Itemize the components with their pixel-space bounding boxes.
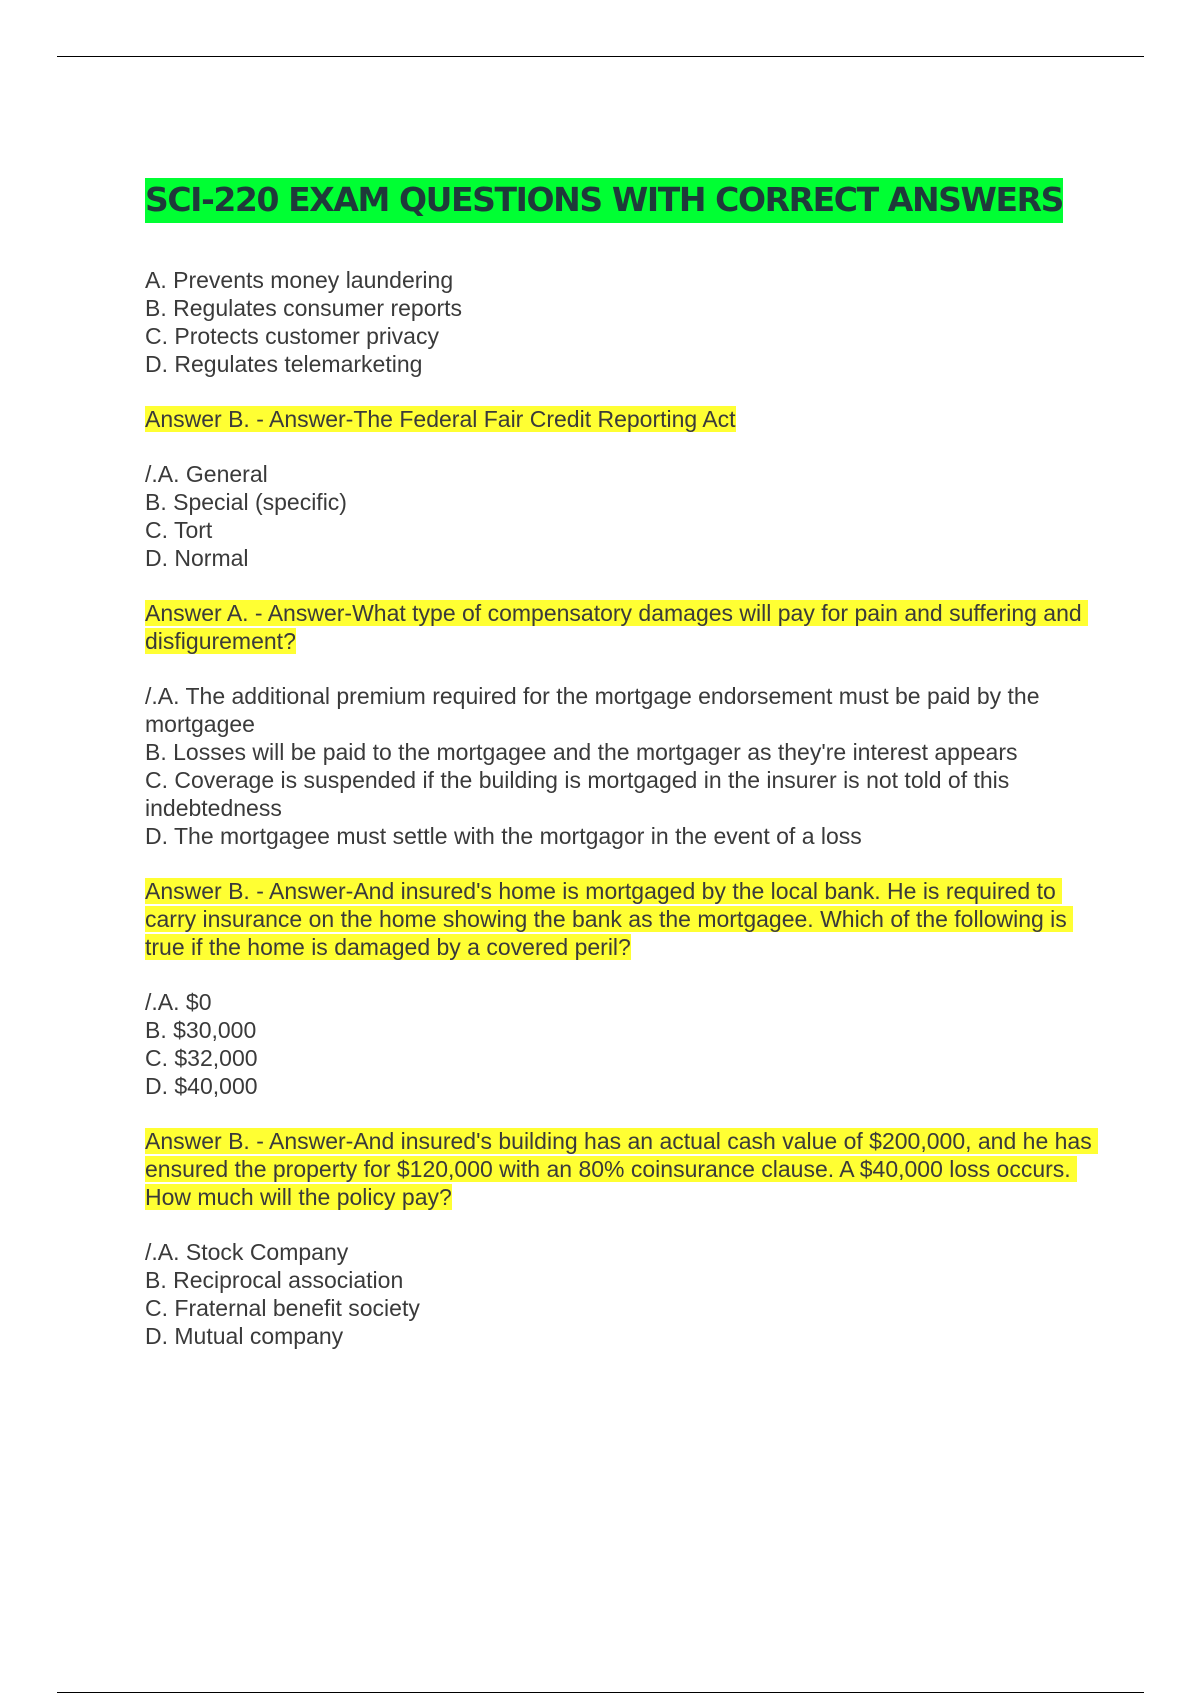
answer-text-3: Answer B. - Answer-And insured's home is mortgaged by the local bank. He is required to carry insurance on the home showing the bank as the mortgagee. Which of the following is true if the home is damaged by a covered peril? [145,878,1074,960]
top-rule [57,56,1144,57]
document-body [145,175,1099,1350]
answer-3 [145,877,1095,961]
question-options-3: /.A. The additional premium required for the mortgage endorsement must be paid by the mortgagee B. Losses will be paid to the mortgagee and the mortgager as they're interest appears C. Coverage is suspended if the building is mortgaged in the insurer is not told of this indebtedness D. The mortgagee must settle with the mortgagor in the event of a loss [145,683,1040,849]
answer-text-1: Answer B. - Answer-The Federal Fair Credit Reporting Act [145,406,736,432]
question-options-5: /.A. Stock Company B. Reciprocal association C. Fraternal benefit society D. Mutual company [145,1239,420,1349]
question-options-2: /.A. General B. Special (specific) C. Tort D. Normal [145,461,347,571]
bottom-rule [57,1692,1144,1693]
question-options-4: /.A. $0 B. $30,000 C. $32,000 D. $40,000 [145,989,258,1099]
answer-1 [145,405,1095,433]
question-options-1: A. Prevents money laundering B. Regulates consumer reports C. Protects customer privacy D. Regulates telemarketing [145,267,463,377]
answer-text-4: Answer B. - Answer-And insured's building has an actual cash value of $200,000, and he has ensured the property for $120,000 with an 80% coinsurance clause. A $40,000 loss occurs. How much will the policy pay? [145,1128,1099,1210]
document-title [145,175,1095,224]
title-text: SCI-220 EXAM QUESTIONS WITH CORRECT ANSWERS [145,178,1063,223]
answer-text-2: Answer A. - Answer-What type of compensatory damages will pay for pain and suffering and disfigurement? [145,600,1089,654]
answer-2 [145,599,1095,655]
answer-4 [145,1127,1099,1211]
